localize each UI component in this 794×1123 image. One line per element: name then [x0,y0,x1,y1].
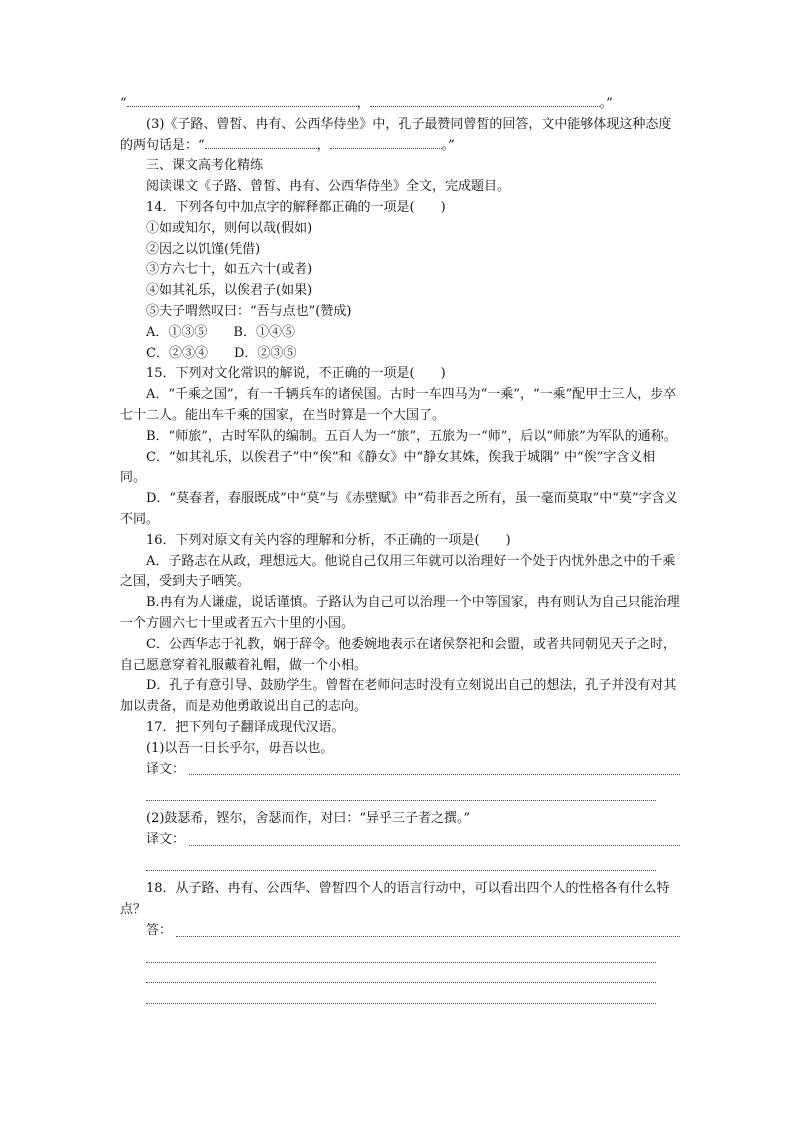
q18-answer-line-3[interactable] [146,963,656,984]
question-14-stem: 14．下列各句中加点字的解释都正确的一项是( ) [146,199,446,215]
q14-item-1: ①如或知尔，则何以哉(假如) [146,220,313,236]
answer-blank-3[interactable] [205,136,317,149]
section-title: 三、课文高考化精练 [146,158,264,174]
open-quote: “ [120,96,127,111]
q16-option-c[interactable]: C．公西华志于礼教，娴于辞令。他委婉地表示在诸侯祭祀和会盟，或者共同朝见天子之时，自己愿意穿着礼服戴着礼帽，做一个小相。 [120,636,676,673]
close-quote: 。” [441,137,455,153]
answer-label: 答： [146,923,173,939]
q15-option-a[interactable]: A．“千乘之国”，有一千辆兵车的诸侯国。古时一车四马为“一乘”，“一乘”配甲士三人，步卒七十二人。能出车千乘的国家，在当时算是一个大国了。 [120,387,677,423]
question-18-stem: 18．从子路、冉有、公西华、曾皙四个人的语言行动中，可以看出四个人的性格各有什么特点？ [120,881,670,918]
q16-option-d[interactable]: D．孔子有意引导、鼓励学生。曾皙在老师问志时没有立刻说出自己的想法，孔子并没有对其加以责备，而是劝他勇敢说出自己的志向。 [120,678,677,715]
q15-option-d[interactable]: D．“莫春者，春服既成”中“莫”与《赤壁赋》中“苟非吾之所有，虽一毫而莫取”中“莫”字含义不同。 [120,491,678,527]
q18-answer-line-2[interactable] [146,942,656,963]
q17-sentence-1: (1)以吾一日长乎尔，毋吾以也。 [146,740,334,756]
answer-blank-4[interactable] [330,136,442,149]
q14-item-5: ⑤夫子喟然叹曰：“吾与点也”(赞成) [146,303,352,319]
close-quote: 。” [599,96,613,111]
q17-2-answer-row [120,830,680,851]
q18-answer-line-1[interactable] [176,924,680,937]
worksheet-page [120,94,680,1004]
question-13-3 [120,115,680,157]
q14-item-3: ③方六七十，如五六十(或者) [146,262,313,278]
q17-1-answer-row [120,760,680,781]
comma: ， [356,96,370,111]
q14-item-4: ④如其礼乐，以俟君子(如果) [146,283,313,299]
q17-2-answer-line-2[interactable] [146,851,656,872]
translation-label: 译文： [146,831,186,847]
question-17-stem: 17．把下列句子翻译成现代汉语。 [146,719,345,735]
q15-option-b[interactable]: B．“师旅”，古时军队的编制。五百人为一“旅”，五旅为一“师”，后以“师旅”为军队的通称。 [146,428,677,444]
q18-answer-line-4[interactable] [146,983,656,1004]
q14-options-ab[interactable]: A．①③⑤ B．①④⑤ [146,324,295,340]
fill-blank-row-top [120,94,680,115]
question-15-stem: 15．下列对文化常识的解说，不正确的一项是( ) [146,366,446,382]
q17-2-answer-line-1[interactable] [189,833,680,846]
comma: ， [316,137,330,153]
answer-blank-1[interactable] [127,94,357,107]
q17-1-answer-line-1[interactable] [189,762,680,775]
question-16-stem: 16．下列对原文有关内容的理解和分析，不正确的一项是( ) [146,532,511,548]
question-13-3-text: (3)《子路、曾皙、冉有、公西华侍坐》中，孔子最赞同曾皙的回答，文中能够体现这种态度的两句话是：“ [120,116,672,153]
q17-sentence-2: (2)鼓瑟希，铿尔，舍瑟而作，对曰：“异乎三子者之撰。” [146,811,471,827]
q14-item-2: ②因之以饥馑(凭借) [146,241,261,257]
translation-label: 译文： [146,761,186,777]
answer-blank-2[interactable] [370,94,600,107]
q18-answer-row [120,921,680,942]
q17-1-answer-line-2[interactable] [146,780,656,801]
q14-options-cd[interactable]: C．②③④ D．②③⑤ [146,345,297,361]
q15-option-c[interactable]: C．“如其礼乐，以俟君子”中“俟”和《静女》中“静女其姝，俟我于城隅” 中“俟”字含义相同。 [120,449,656,486]
q16-option-b[interactable]: B.冉有为人谦虚，说话谨慎。子路认为自己可以治理一个中等国家，冉有则认为自己只能治理一个方圆六七十里或者五六十里的小国。 [120,595,680,631]
reading-instruction: 阅读课文《子路、曾皙、冉有、公西华侍坐》全文，完成题目。 [146,179,511,195]
q16-option-a[interactable]: A．子路志在从政，理想远大。他说自己仅用三年就可以治理好一个处于内忧外患之中的千乘之国，受到夫子哂笑。 [120,553,676,590]
